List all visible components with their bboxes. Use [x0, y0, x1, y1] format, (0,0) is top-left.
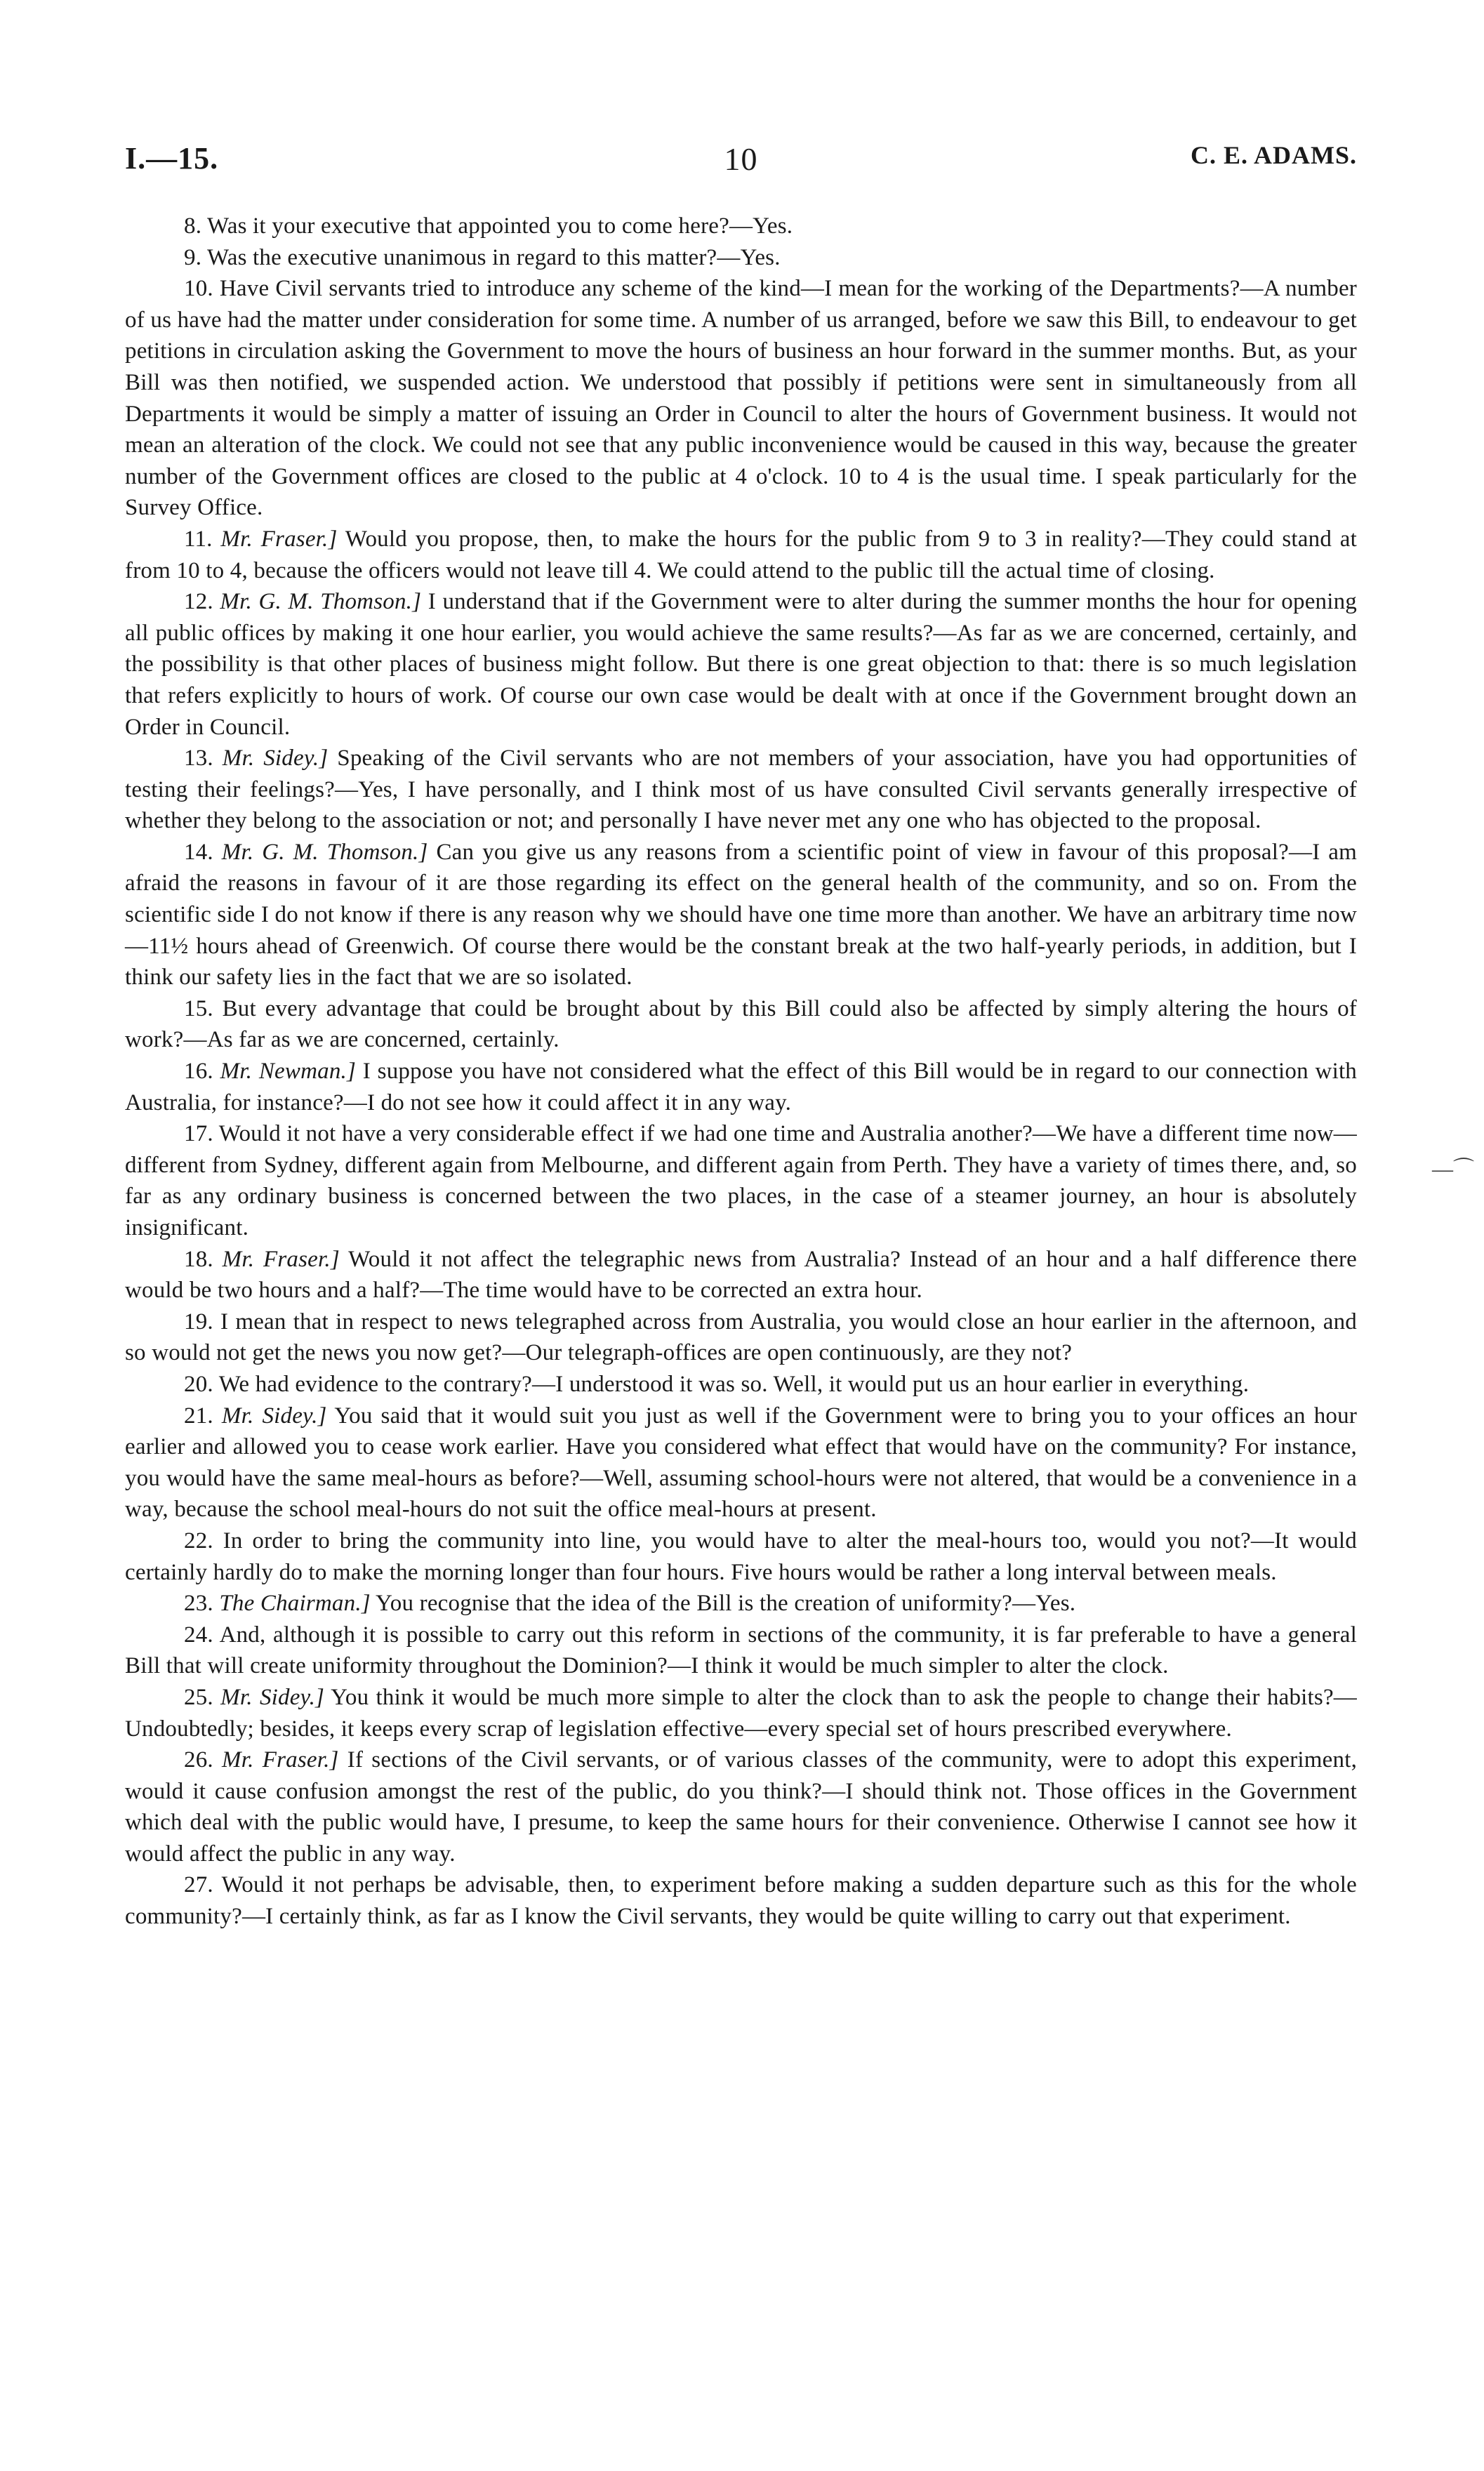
speaker-name: Mr. Newman.] [220, 1059, 357, 1085]
paper-reference: I.—15. [125, 141, 219, 175]
question-number: 25. [184, 1684, 213, 1710]
question-paragraph [125, 1306, 1357, 1369]
question-paragraph [125, 1588, 1357, 1619]
question-paragraph [125, 1619, 1357, 1682]
question-text: Would it not have a very considerable effect if we had one time and Australia another?—We have a different time now—different from Sydney, different again from Melbourne, and different again from Perth. They have a variety of times there, and, so far as any ordinary business is concerned between the two places, in the case of a steamer journey, an hour is absolutely insignificant. [125, 1121, 1357, 1240]
question-text: Would you propose, then, to make the hours for the public from 9 to 3 in reality?—They could stand at from 10 to 4, because the officers would not leave till 4. We could attend to the public till the actual time of closing. [125, 526, 1358, 583]
speaker-name: Mr. Sidey.] [220, 1684, 325, 1710]
question-paragraph [125, 1056, 1357, 1118]
question-number: 11. [184, 526, 213, 552]
question-number: 21. [184, 1403, 213, 1429]
question-number: 23. [184, 1591, 213, 1617]
speaker-name: Mr. Sidey.] [222, 746, 329, 771]
question-paragraph [125, 586, 1357, 743]
page-header [125, 140, 1357, 190]
question-text: Speaking of the Civil servants who are not members of your association, have you had opportunities of testing their feelings?—Yes, I have personally, and I think most of us have consulted Civil servants generally irrespective of whether they belong to the association or not; and personally I have never met any one who has objected to the proposal. [125, 746, 1357, 834]
speaker-name: Mr. G. M. Thomson.] [221, 839, 428, 865]
speaker-name: Mr. Fraser.] [220, 526, 338, 552]
question-text: I mean that in respect to news telegraphed across from Australia, you would close an hour earlier in the afternoon, and so would not get the news you now get?—Our telegraph-offices are open continuously, are they not? [125, 1309, 1357, 1366]
question-text: Have Civil servants tried to introduce any scheme of the kind—I mean for the working of the Departments?—A number of us have had the matter under consideration for some time. A number of us arranged, before we saw this Bill, to endeavour to get petitions in circulation asking the Government to move the hours of business an hour forward in the summer months. But, as your Bill was then notified, we suspended action. We understood that possibly if petitions were sent in simultaneously from all Departments it would be simply a matter of issuing an Order in Council to alter the hours of Government business. It would not mean an alteration of the clock. We could not see that any public inconvenience would be caused in this way, because the greater number of the Government offices are closed to the public at 4 o'clock. 10 to 4 is the usual time. I speak particularly for the Survey Office. [125, 276, 1358, 521]
question-number: 10. [184, 276, 213, 302]
question-paragraph [125, 837, 1357, 993]
question-paragraph [125, 1400, 1357, 1525]
question-text: We had evidence to the contrary?—I understood it was so. Well, it would put us an hour earlier in everything. [218, 1371, 1250, 1397]
question-paragraph [125, 1244, 1357, 1306]
question-text: I suppose you have not considered what the effect of this Bill would be in regard to our connection with Australia, for instance?—I do not see how it could affect it in any way. [125, 1059, 1358, 1115]
question-text: Was the executive unanimous in regard to this matter?—Yes. [207, 244, 781, 270]
question-number: 19. [184, 1309, 213, 1334]
page-number: 10 [724, 141, 758, 177]
question-text: I understand that if the Government were to alter during the summer months the hour for opening all public offices by making it one hour earlier, you would achieve the same results?—As far as we are concerned, certainly, and the possibility is that other places of business might follow. But there is one great objection to that: there is so much legislation that refers explicitly to hours of work. Of course our own case would be dealt with at once if the Government brought down an Order in Council. [125, 589, 1358, 740]
question-text: In order to bring the community into line, you would have to alter the meal-hours too, would you not?—It would certainly hardly do to make the morning longer than four hours. Five hours would be rather a long interval between meals. [125, 1528, 1357, 1585]
question-text: If sections of the Civil servants, or of various classes of the community, were to adopt this experiment, would it cause confusion amongst the rest of the public, do you think?—I should think not. Those offices in the Government which deal with the public would have, I presume, to keep the same hours for their convenience. Otherwise I cannot see how it would affect the public in any way. [125, 1747, 1358, 1867]
evidence-body [125, 211, 1357, 1933]
question-paragraph [125, 993, 1357, 1056]
question-text: Would it not affect the telegraphic news from Australia? Instead of an hour and a half difference there would be two hours and a half?—The time would have to be corrected an extra hour. [125, 1246, 1357, 1304]
question-paragraph [125, 273, 1357, 524]
question-paragraph [125, 1869, 1357, 1932]
margin-annotation-mark: —⌒ [1432, 1158, 1474, 1181]
question-text: And, although it is possible to carry out this reform in sections of the community, it is far preferable to have a general Bill that will create uniformity throughout the Dominion?—I think it would be much simpler to alter the clock. [125, 1622, 1357, 1679]
question-paragraph [125, 743, 1357, 837]
question-number: 12. [184, 589, 213, 615]
question-paragraph [125, 1118, 1357, 1243]
question-paragraph [125, 1525, 1357, 1588]
question-paragraph [125, 1682, 1357, 1744]
question-text: Would it not perhaps be advisable, then, to experiment before making a sudden departure such as this for the whole community?—I certainly think, as far as I know the Civil servants, they would be quite willing to carry out that experiment. [125, 1872, 1357, 1930]
question-number: 8. [184, 213, 202, 239]
question-number: 14. [184, 839, 213, 865]
question-text: You said that it would suit you just as well if the Government were to bring you to your offices an hour earlier and allowed you to cease work earlier. Have you considered what effect that would have on the community? For instance, you would have the same meal-hours as before?—Well, assuming school-hours were not altered, that would be a convenience in a way, because the school meal-hours do not suit the office meal-hours at present. [125, 1403, 1358, 1523]
speaker-name: Mr. Fraser.] [222, 1747, 339, 1773]
question-number: 26. [184, 1747, 213, 1773]
question-number: 27. [184, 1872, 213, 1898]
question-number: 13. [184, 746, 213, 771]
question-paragraph [125, 211, 1357, 242]
question-paragraph [125, 1369, 1357, 1400]
question-paragraph [125, 524, 1357, 586]
question-text: Can you give us any reasons from a scientific point of view in favour of this proposal?—I am afraid the reasons in favour of it are those regarding its effect on the general health of the community, and so on. From the scientific side I do not know if there is any reason why we should have one time more than another. We have an arbitrary time now—11½ hours ahead of Greenwich. Of course there would be the constant break at the two half-yearly periods, in addition, but I think our safety lies in the fact that we are so isolated. [125, 839, 1357, 991]
speaker-name: The Chairman.] [219, 1591, 371, 1617]
question-number: 20. [184, 1371, 213, 1397]
question-text: But every advantage that could be brought about by this Bill could also be affected by simply altering the hours of work?—As far as we are concerned, certainly. [125, 995, 1357, 1053]
question-text: You recognise that the idea of the Bill is the creation of uniformity?—Yes. [376, 1591, 1076, 1617]
question-number: 24. [184, 1622, 213, 1648]
speaker-name: Mr. Fraser.] [222, 1246, 340, 1272]
question-number: 16. [184, 1059, 213, 1085]
question-number: 9. [184, 244, 202, 270]
document-page [125, 140, 1357, 1933]
question-number: 18. [184, 1246, 213, 1272]
speaker-name: Mr. Sidey.] [221, 1403, 327, 1429]
question-number: 17. [184, 1121, 213, 1147]
question-number: 15. [184, 995, 213, 1021]
question-paragraph [125, 1744, 1357, 1869]
question-paragraph [125, 242, 1357, 274]
question-text: You think it would be much more simple to alter the clock than to ask the people to change their habits?—Undoubtedly; besides, it keeps every scrap of legislation effective—every special set of hours prescribed everywhere. [125, 1684, 1357, 1742]
question-number: 22. [184, 1528, 213, 1554]
witness-name: C. E. ADAMS. [1190, 141, 1357, 169]
question-text: Was it your executive that appointed you to come here?—Yes. [207, 213, 793, 239]
speaker-name: Mr. G. M. Thomson.] [220, 589, 422, 615]
